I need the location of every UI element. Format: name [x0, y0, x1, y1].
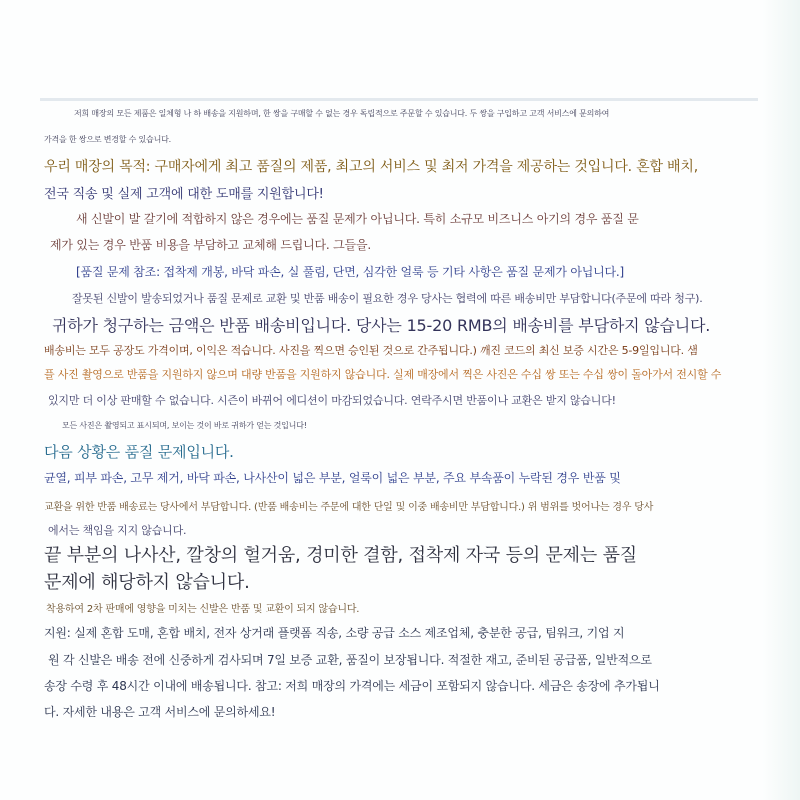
resale-note: 착용하여 2차 판매에 영향을 미치는 신발은 반품 및 교환이 되지 않습니다.: [46, 604, 360, 615]
store-purpose-line-2: 전국 직송 및 실제 고객에 대한 도매를 지원합니다!: [44, 187, 324, 202]
factory-price-line-2: 플 사진 촬영으로 반품을 지원하지 않으며 대량 반품을 지원하지 않습니다. 실제 매장에서 찍은 사진은 수십 쌍 또는 수십 쌍이 돌아가서 전시할 수: [44, 368, 722, 381]
policy-line-2: 제가 있는 경우 반품 비용을 부담하고 교체해 드립니다. 그들을.: [50, 238, 371, 252]
policy-line-1: 새 신발이 발 갈기에 적합하지 않은 경우에는 품질 문제가 아닙니다. 특히 소규모 비즈니스 아기의 경우 품질 문: [76, 212, 639, 226]
support-line-2: 원 각 신발은 배송 전에 신중하게 검사되며 7일 보증 교환, 품질이 보장됩니다. 적절한 재고, 준비된 공급품, 일반적으로: [48, 653, 652, 667]
top-divider: [40, 98, 758, 101]
quality-issues-heading: 다음 상황은 품질 문제입니다.: [44, 443, 234, 461]
quality-reference: [품질 문제 참조: 접착제 개봉, 바닥 파손, 실 풀림, 단면, 심각한 얼룩 등 기타 사항은 품질 문제가 아닙니다.]: [76, 265, 625, 279]
quality-issues-line-1: 균열, 피부 파손, 고무 제거, 바닥 파손, 나사산이 넓은 부분, 얼룩이 넓은 부분, 주요 부속품이 누락된 경우 반품 및: [44, 471, 621, 485]
page-edge-shading: [762, 0, 800, 800]
quality-issues-line-2: 교환을 위한 반품 배송료는 당사에서 부담합니다. (반품 배송비는 주문에 대한 단일 및 이중 배송비만 부담합니다.) 위 범위를 벗어나는 경우 당사: [44, 502, 654, 513]
notice-line-2: 가격을 한 쌍으로 변경할 수 있습니다.: [44, 135, 171, 144]
support-line-4: 다. 자세한 내용은 고객 서비스에 문의하세요!: [44, 705, 276, 719]
return-fee-line: 귀하가 청구하는 금액은 반품 배송비입니다. 당사는 15-20 RMB의 배송비를 부담하지 않습니다.: [52, 316, 711, 335]
factory-price-line-1: 배송비는 모두 공장도 가격이며, 이익은 적습니다. 사진을 찍으면 승인된 것으로 간주됩니다.) 깨진 코드의 최신 보증 시간은 5-9일입니다. 샘: [44, 344, 698, 357]
quality-issues-line-3: 에서는 책임을 지지 않습니다.: [48, 524, 187, 537]
support-line-1: 지원: 실제 혼합 도매, 혼합 배치, 전자 상거래 플랫폼 직송, 소량 공급 소스 제조업체, 충분한 공급, 팀워크, 기업 지: [44, 626, 625, 640]
factory-price-line-3: 있지만 더 이상 판매할 수 없습니다. 시즌이 바뀌어 에디션이 마감되었습니다. 연락주시면 반품이나 교환은 받지 않습니다!: [48, 394, 616, 407]
photo-note: 모든 사진은 촬영되고 표시되며, 보이는 것이 바로 귀하가 얻는 것입니다!: [62, 421, 307, 430]
store-purpose-line-1: 우리 매장의 목적: 구매자에게 최고 품질의 제품, 최고의 서비스 및 최저 가격을 제공하는 것입니다. 혼합 배치,: [44, 159, 698, 175]
non-quality-line-2: 문제에 해당하지 않습니다.: [44, 572, 250, 593]
support-line-3: 송장 수령 후 48시간 이내에 배송됩니다. 참고: 저희 매장의 가격에는 세금이 포함되지 않습니다. 세금은 송장에 추가됩니: [44, 679, 660, 693]
notice-line-1: 저희 매장의 모든 제품은 일체형 나 하 배송을 지원하며, 한 쌍을 구매할 수 없는 경우 독립적으로 주문할 수 있습니다. 두 쌍을 구입하고 고객 서비스에 문의하여: [74, 109, 610, 118]
non-quality-line-1: 끝 부분의 나사산, 깔창의 헐거움, 경미한 결함, 접착제 자국 등의 문제는 품질: [44, 545, 637, 566]
shipping-note: 잘못된 신발이 발송되었거나 품질 문제로 교환 및 반품 배송이 필요한 경우 당사는 협력에 따른 배송비만 부담합니다(주문에 따라 청구).: [72, 292, 703, 305]
